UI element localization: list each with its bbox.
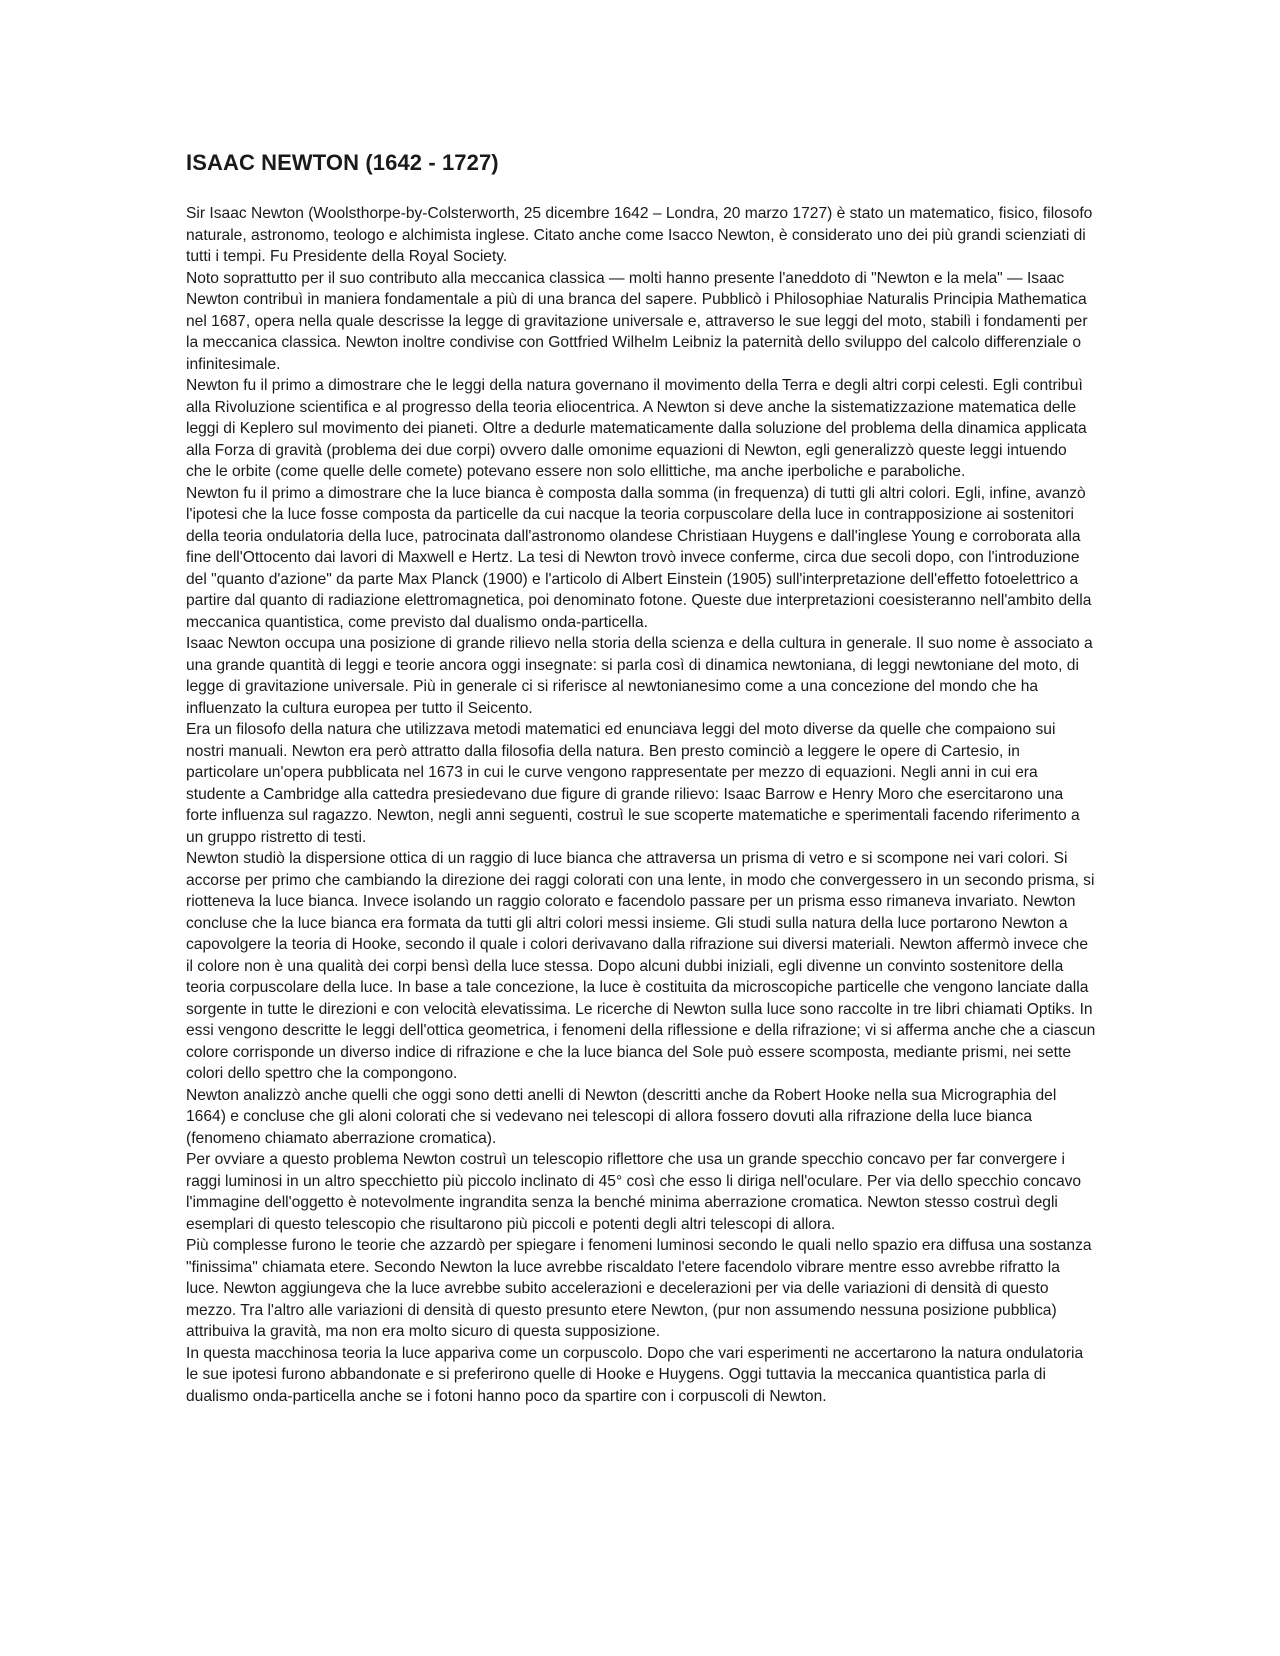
- paragraph-intro: Sir Isaac Newton (Woolsthorpe-by-Colsterworth, 25 dicembre 1642 – Londra, 20 marzo 1727) è stato un matematico, fisico, filosofo naturale, astronomo, teologo e alchimista inglese. Citato anche come Isacco Newton, è considerato uno dei più grandi scienziati di tutti i tempi. Fu Presidente della Royal Society.: [186, 205, 1093, 265]
- paragraph-legacy: Isaac Newton occupa una posizione di grande rilievo nella storia della scienza e della cultura in generale. Il suo nome è associato a una grande quantità di leggi e teorie ancora oggi insegnate: si parla così di dinamica newtoniana, di leggi newtoniane del moto, di legge di gravitazione universale. Più in generale ci si riferisce al newtonianesimo come a una concezione del mondo che ha influenzato la cultura europea per tutto il Seicento.: [186, 635, 1093, 717]
- paragraph-celestial-laws: Newton fu il primo a dimostrare che le leggi della natura governano il movimento della Terra e degli altri corpi celesti. Egli contribuì alla Rivoluzione scientifica e al progresso della teoria eliocentrica. A Newton si deve anche la sistematizzazione matematica delle leggi di Keplero sul movimento dei pianeti. Oltre a dedurle matematicamente dalla soluzione del problema della dinamica applicata alla Forza di gravità (problema dei due corpi) ovvero dalle omonime equazioni di Newton, egli generalizzò queste leggi intuendo che le orbite (come quelle delle comete) potevano essere non solo ellittiche, ma anche iperboliche e paraboliche.: [186, 377, 1087, 480]
- paragraph-newton-rings: Newton analizzò anche quelli che oggi sono detti anelli di Newton (descritti anche da Robert Hooke nella sua Micrographia del 1664) e concluse che gli aloni colorati che si vedevano nei telescopi di allora fossero dovuti alla rifrazione della luce bianca (fenomeno chiamato aberrazione cromatica).: [186, 1086, 1057, 1147]
- paragraph-reflecting-telescope: Per ovviare a questo problema Newton costruì un telescopio riflettore che usa un grande specchio concavo per far convergere i raggi luminosi in un altro specchietto più piccolo inclinato di 45° così che esso li diriga nell'oculare. Per via dello specchio concavo l'immagine dell'oggetto è notevolmente ingrandita senza la benché minima aberrazione cromatica. Newton stesso costruì degli esemplari di questo telescopio che risultarono più piccoli e potenti degli altri telescopi di allora.: [186, 1151, 1082, 1233]
- paragraph-corpuscle-theory: In questa macchinosa teoria la luce appariva come un corpuscolo. Dopo che vari esperimenti ne accertarono la natura ondulatoria le sue ipotesi furono abbandonate e si preferirono quelle di Hooke e Huygens. Oggi tuttavia la meccanica quantistica parla di dualismo onda-particella anche se i fotoni hanno poco da spartire con i corpuscoli di Newton.: [186, 1344, 1084, 1405]
- paragraph-natural-philosophy: Era un filosofo della natura che utilizzava metodi matematici ed enunciava leggi del moto diverse da quelle che compaiono sui nostri manuali. Newton era però attratto dalla filosofia della natura. Ben presto cominciò a leggere le opere di Cartesio, in particolare un'opera pubblicata nel 1673 in cui le curve vengono rappresentate per mezzo di equazioni. Negli anni in cui era studente a Cambridge alla cattedra presiedevano due figure di grande rilievo: Isaac Barrow e Henry Moro che esercitarono una forte influenza sul ragazzo. Newton, negli anni seguenti, costruì le sue scoperte matematiche e sperimentali facendo riferimento a un gruppo ristretto di testi.: [186, 721, 1080, 846]
- document-title: ISAAC NEWTON (1642 - 1727): [186, 150, 499, 175]
- document-page: [186, 148, 1096, 1407]
- paragraph-optics-dispersion: Newton studiò la dispersione ottica di un raggio di luce bianca che attraversa un prisma di vetro e si scompone nei vari colori. Si accorse per primo che cambiando la direzione dei raggi colorati con una lente, in modo che convergessero in un secondo prisma, si riotteneva la luce bianca. Invece isolando un raggio colorato e facendolo passare per un prisma esso rimaneva invariato. Newton concluse che la luce bianca era formata da tutti gli altri colori messi insieme. Gli studi sulla natura della luce portarono Newton a capovolgere la teoria di Hooke, secondo il quale i colori derivavano dalla rifrazione sui diversi materiali. Newton affermò invece che il colore non è una qualità dei corpi bensì della luce stessa. Dopo alcuni dubbi iniziali, egli divenne un convinto sostenitore della teoria corpuscolare della luce. In base a tale concezione, la luce è costituita da microscopiche particelle che vengono lanciate dalla sorgente in tutte le direzioni e con velocità elevatissima. Le ricerche di Newton sulla luce sono raccolte in tre libri chiamati Optiks. In essi vengono descritte le leggi dell'ottica geometrica, i fenomeni della riflessione e della rifrazione; vi si afferma anche che a ciascun colore corrisponde un diverso indice di rifrazione e che la luce bianca del Sole può essere scomposta, mediante prismi, nei sette colori dello spettro che la compongono.: [186, 850, 1096, 1082]
- document-body: [186, 203, 1096, 1407]
- paragraph-ether-theory: Più complesse furono le teorie che azzardò per spiegare i fenomeni luminosi secondo le quali nello spazio era diffusa una sostanza "finissima" chiamata etere. Secondo Newton la luce avrebbe riscaldato l'etere facendolo vibrare mentre esso avrebbe rifratto la luce. Newton aggiungeva che la luce avrebbe subito accelerazioni e decelerazioni per via delle variazioni di densità di questo mezzo. Tra l'altro alle variazioni di densità di questo presunto etere Newton, (pur non assumendo nessuna posizione pubblica) attribuiva la gravità, ma non era molto sicuro di questa supposizione.: [186, 1237, 1092, 1340]
- paragraph-classical-mechanics: Noto soprattutto per il suo contributo alla meccanica classica — molti hanno presente l'aneddoto di "Newton e la mela" — Isaac Newton contribuì in maniera fondamentale a più di una branca del sapere. Pubblicò i Philosophiae Naturalis Principia Mathematica nel 1687, opera nella quale descrisse la legge di gravitazione universale e, attraverso le sue leggi del moto, stabilì i fondamenti per la meccanica classica. Newton inoltre condivise con Gottfried Wilhelm Leibniz la paternità dello sviluppo del calcolo differenziale o infinitesimale.: [186, 269, 1088, 373]
- paragraph-white-light: Newton fu il primo a dimostrare che la luce bianca è composta dalla somma (in frequenza) di tutti gli altri colori. Egli, infine, avanzò l'ipotesi che la luce fosse composta da particelle da cui nacque la teoria corpuscolare della luce in contrapposizione ai sostenitori della teoria ondulatoria della luce, patrocinata dall'astronomo olandese Christiaan Huygens e dall'inglese Young e corroborata alla fine dell'Ottocento dai lavori di Maxwell e Hertz. La tesi di Newton trovò invece conferme, circa due secoli dopo, con l'introduzione del "quanto d'azione" da parte Max Planck (1900) e l'articolo di Albert Einstein (1905) sull'interpretazione dell'effetto fotoelettrico a partire dal quanto di radiazione elettromagnetica, poi denominato fotone. Queste due interpretazioni coesisteranno nell'ambito della meccanica quantistica, come previsto dal dualismo onda-particella.: [186, 484, 1092, 631]
